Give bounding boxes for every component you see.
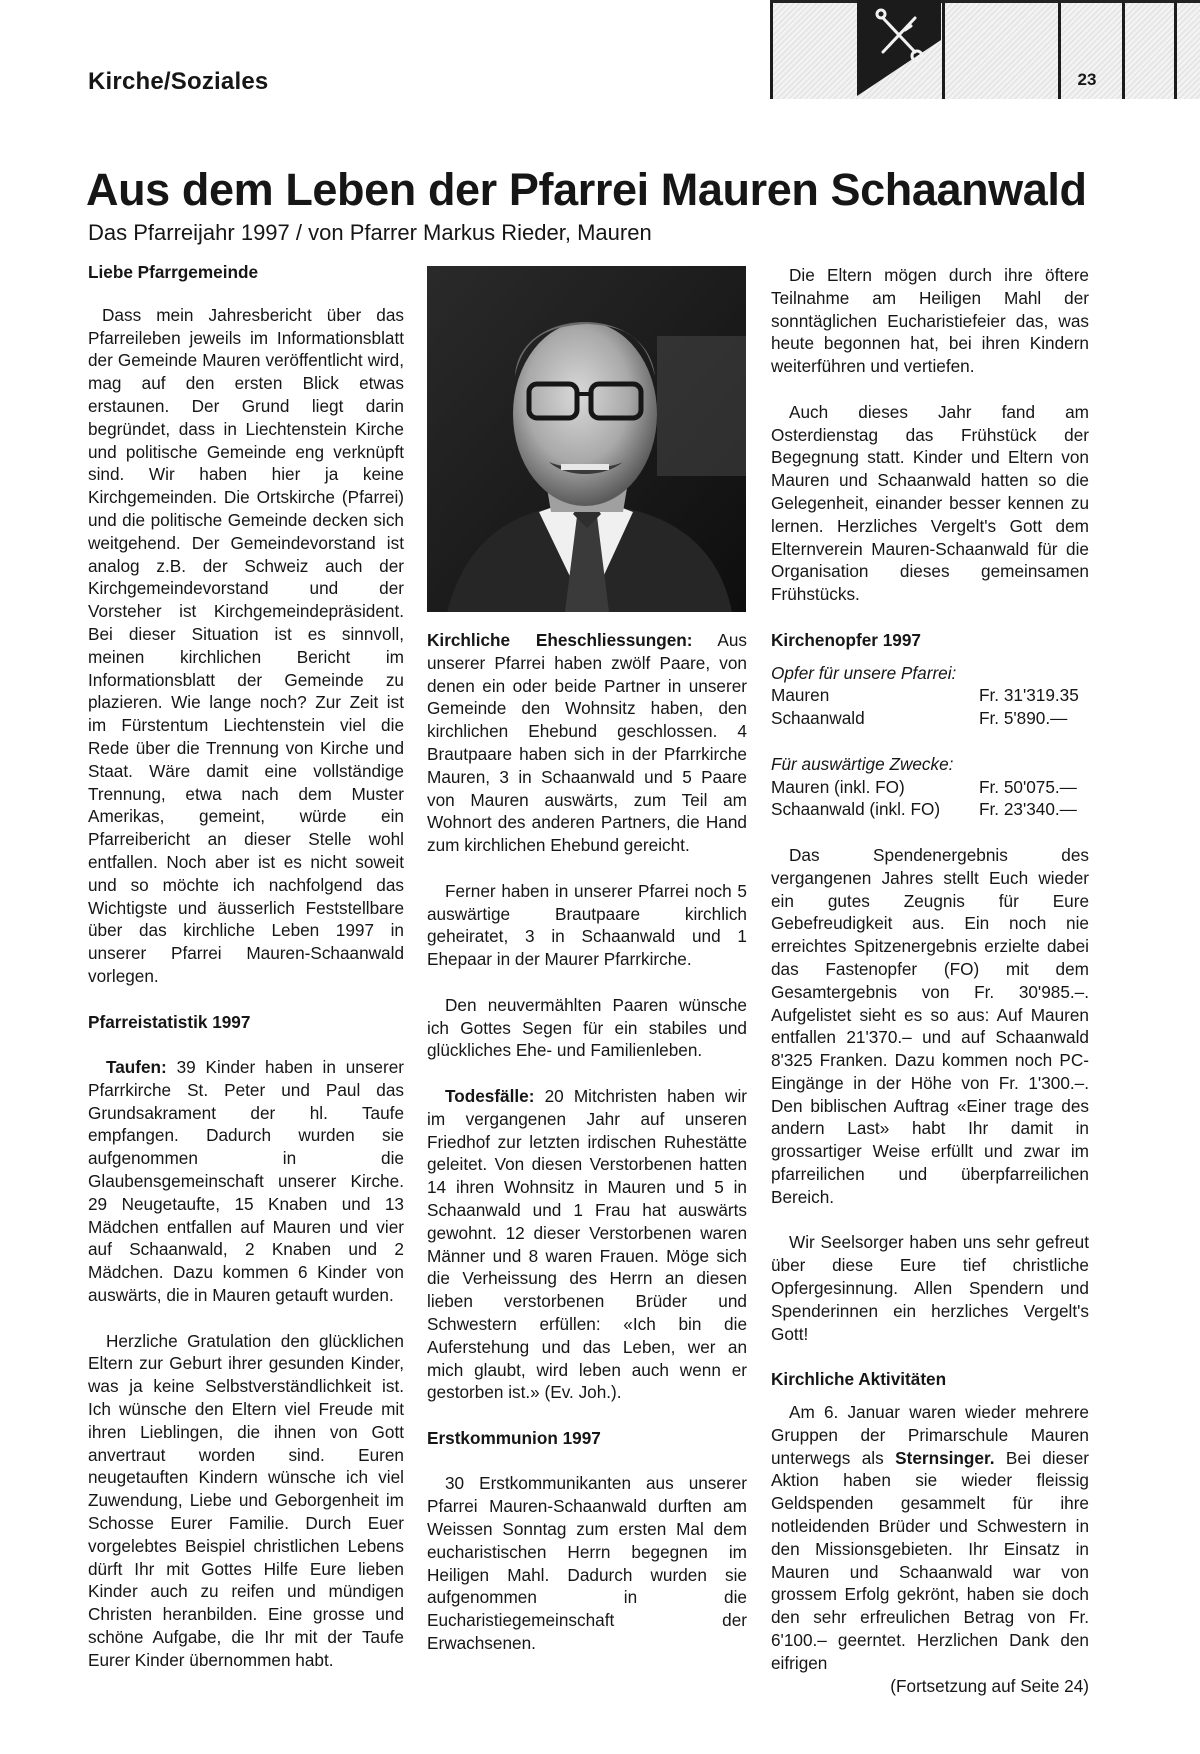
weddings-lead: Kirchliche Eheschliessungen:	[427, 630, 693, 650]
header-rule	[1174, 3, 1177, 99]
header-band	[770, 0, 1200, 99]
offerings-heading: Kirchenopfer 1997	[771, 629, 921, 650]
pastor-portrait-photo	[427, 266, 746, 612]
deaths-text: 20 Mitchristen haben wir im vergangenen Jahr auf unseren Friedhof zur letzten irdischen Ruhestätte geleitet. Von diesen Verstorbenen hatten 14 ihren Wohnsitz in Mauren und 5 in Schaanwald und 1 Frau hat auswärts gewohnt. 12 dieser Verstorbenen waren Männer und 8 waren Frauen. Möge sich die Verheissung des Herrn an diesen lieben verstorbenen Brüder und Schwestern erfüllen: «Ich bin die Auferstehung und das Leben, wer an mich glaubt, wird leben auch wenn er gestorben ist.» (Ev. Joh.).	[427, 1085, 747, 1403]
activities-text-post: Bei dieser Aktion haben sie wieder fleissig Geldspenden gesammelt für ihre notleidenden Brüder und Schwestern in den Missionsgebieten. Ihr Einsatz in Mauren und Schaanwald war von grossem Erfolg gekrönt, haben sie doch den sehr erfreulichen Betrag von Fr. 6'100.– geerntet. Herzlichen Dank den eifrigen	[771, 1447, 1090, 1673]
baptisms-paragraph	[88, 1056, 404, 1307]
offering-place: Schaanwald (inkl. FO)	[771, 799, 941, 820]
header-rule	[1058, 3, 1061, 99]
column-right	[771, 264, 1089, 1697]
offerings-external-label: Für auswärtige Zwecke:	[771, 753, 954, 774]
weddings-more-paragraph	[427, 880, 747, 971]
column-middle	[427, 629, 747, 1655]
greeting-heading: Liebe Pfarrgemeinde	[88, 262, 259, 282]
header-rule	[1122, 3, 1125, 99]
congrats-text: Herzliche Gratulation den glücklichen Eltern zur Geburt ihrer gesunden Kinder, was ja keine Selbstverständlichkeit ist. Ich wünsche den Eltern viel Freude mit ihren Lieblingen, die ihnen von Gott anvertraut worden sind. Euren neugetauften Kindern wünsche ich viel Zuwendung, Liebe und Geborgenheit im Schosse Eurer Familie. Durch Euer vorgelebtes Beispiel christlichen Lebens dürft Ihr mit Gottes Hilfe Eure lieben Kinder auch zu reifen und mündigen Christen heranbilden. Eine grosse und schöne Aufgabe, die Ihr mit der Taufe Eurer Kinder übernommen habt.	[88, 1330, 404, 1670]
intro-paragraph: Dass mein Jahresbericht über das Pfarreileben jeweils im Informationsblatt der Gemeinde Mauren veröffentlicht wird, mag auf den ersten Blick etwas erstaunen. Der Grund liegt darin begründet, dass in Liechtenstein Kirche und politische Gemeinde eng verknüpft sind. Wir haben hier ja keine Kirchgemeinden. Die Ortskirche (Pfarrei) und die politische Gemeinde decken sich weitgehend. Der Gemeindevorstand ist analog z.B. der Schweiz auch der Kirchgemeindevorstand und der Vorsteher ist Kirchgemeindepräsident. Bei dieser Situation ist es sinnvoll, meinen kirchlichen Bericht im Informationsblatt der Gemeinde zu plazieren. Wie lange noch? Zur Zeit ist im Fürstentum Liechtenstein viel die Rede über die Trennung von Kirche und Staat. Wäre damit eine vollständige Trennung, etwa nach dem Muster Amerikas, gemeint, würde ein Pfarreibericht an dieser Stelle wohl entfallen. Noch aber ist es nicht soweit und so möchte ich nachfolgend das Wichtigste und äusserlich Feststellbare über das kirchliche Leben 1997 in unserer Pfarrei Mauren-Schaanwald vorlegen.	[88, 304, 404, 986]
article-title: Aus dem Leben der Pfarrei Mauren Schaanwald	[86, 164, 1087, 215]
article-subtitle: Das Pfarreijahr 1997 / von Pfarrer Markus Rieder, Mauren	[88, 220, 652, 245]
parents-text: Die Eltern mögen durch ihre öftere Teilnahme am Heiligen Mahl der sonntäglichen Eucharistiefeier das, was heute begonnen hat, bei ihren Kindern weiterführen und vertiefen.	[771, 265, 1089, 377]
congrats-paragraph	[88, 1330, 404, 1672]
page-number: 23	[1077, 70, 1097, 89]
activities-sternsinger: Sternsinger.	[895, 1447, 995, 1468]
offering-place: Mauren	[771, 685, 830, 706]
weddings-text: Aus unserer Pfarrei haben zwölf Paare, von denen ein oder beide Partner in unserer Gemeinde den Wohnsitz haben, den kirchlichen Ehebund geschlossen. 4 Brautpaare haben sich in der Pfarrkirche Mauren, 3 in Schaanwald und 5 Paare von Mauren auswärts, zum Teil am Wohnort des anderen Partners, die Hand zum kirchlichen Ehebund gereicht.	[427, 630, 747, 856]
section-label: Kirche/Soziales	[88, 68, 269, 95]
wedding-wish-paragraph	[427, 994, 747, 1062]
activities-text-pre: Am 6. Januar waren wieder mehrere Gruppen der Primarschule Mauren unterwegs als	[771, 1402, 1089, 1468]
offering-amount: Fr. 31'319.35	[979, 685, 1079, 706]
activities-paragraph	[771, 1401, 1089, 1675]
table-row	[771, 776, 1089, 799]
offering-amount: Fr. 5'890.—	[979, 708, 1068, 729]
donation-text: Das Spendenergebnis des vergangenen Jahres stellt Euch wieder ein gutes Zeugnis für Eure Gebefreudigkeit aus. Ein noch nie erreichtes Spitzenergebnis erzielte dabei das Fastenopfer (FO) mit dem Gesamtergebnis von Fr. 30'985.–. Aufgelistet sieht es so aus: Auf Mauren entfallen 21'370.– und auf Schaanwald 8'325 Franken. Dazu kommen noch PC-Eingänge in der Höhe von Fr. 1'300.–. Den biblischen Auftrag «Einer trage des andern Last» habt Ihr damit in grossartiger Weise erfüllt und zwar im pfarreilichen und überpfarreilichen Bereich.	[771, 844, 1089, 1207]
offerings-own-label: Opfer für unsere Pfarrei:	[771, 662, 957, 683]
thanks-paragraph	[771, 1231, 1089, 1345]
offering-amount: Fr. 23'340.—	[979, 799, 1077, 820]
statistics-heading: Pfarreistatistik 1997	[88, 1011, 251, 1032]
deaths-lead: Todesfälle:	[445, 1085, 535, 1106]
offering-place: Schaanwald	[771, 708, 865, 729]
thanks-text: Wir Seelsorger haben uns sehr gefreut über diese Eure tief christliche Opfergesinnung. Allen Spendern und Spenderinnen ein herzliches Vergelt's Gott!	[771, 1232, 1089, 1344]
table-row	[771, 684, 1089, 707]
weddings-paragraph	[427, 629, 747, 857]
easter-text: Auch dieses Jahr fand am Osterdienstag das Frühstück der Begegnung statt. Kinder und Eltern von Mauren und Schaanwald hatten so die Gelegenheit, einander besser kennen zu lernen. Herzliches Vergelt's Gott dem Elternverein Mauren-Schaanwald für die Organisation dieses gemeinsamen Frühstücks.	[771, 401, 1089, 605]
first-communion-text: 30 Erstkommunikanten aus unserer Pfarrei Mauren-Schaanwald durften am Weissen Sonntag zum ersten Mal dem eucharistischen Herrn begegnen im Heiligen Mahl. Dadurch wurden sie aufgenommen in die Eucharistiegemeinschaft der Erwachsenen.	[427, 1473, 747, 1654]
activities-heading: Kirchliche Aktivitäten	[771, 1369, 947, 1390]
parents-paragraph	[771, 264, 1089, 378]
table-row	[771, 707, 1089, 730]
first-communion-paragraph	[427, 1472, 747, 1654]
baptisms-lead: Taufen:	[106, 1057, 167, 1078]
weddings-more-text: Ferner haben in unserer Pfarrei noch 5 auswärtige Brautpaare kirchlich geheiratet, 3 in Schaanwald und 1 Ehepaar in der Maurer Pfarrkirche.	[427, 880, 747, 970]
donation-paragraph	[771, 844, 1089, 1209]
column-left	[88, 261, 404, 1672]
crossed-keys-emblem-icon	[857, 0, 941, 96]
deaths-paragraph	[427, 1085, 747, 1404]
offerings-own-table	[771, 662, 1089, 730]
header-rule	[942, 3, 945, 99]
offerings-external-table	[771, 753, 1089, 821]
first-communion-heading: Erstkommunion 1997	[427, 1427, 601, 1448]
baptisms-text: 39 Kinder haben in unserer Pfarrkirche St. Peter und Paul das Grundsakrament der hl. Taufe empfangen. Dadurch wurden sie aufgenommen in die Glaubensgemeinschaft unserer Kirche. 29 Neugetaufte, 15 Knaben und 13 Mädchen entfallen auf Mauren und vier auf Schaanwald, 2 Knaben und 2 Mädchen. Dazu kommen 6 Kinder von auswärts, die in Mauren getauft wurden.	[88, 1057, 404, 1306]
wedding-wish-text: Den neuvermählten Paaren wünsche ich Gottes Segen für ein stabiles und glückliches Ehe- und Familienleben.	[427, 994, 747, 1061]
offering-amount: Fr. 50'075.—	[979, 776, 1077, 797]
continued-notice: (Fortsetzung auf Seite 24)	[890, 1675, 1089, 1696]
easter-paragraph	[771, 401, 1089, 606]
table-row	[771, 798, 1089, 821]
offering-place: Mauren (inkl. FO)	[771, 776, 905, 797]
header-rule	[770, 3, 773, 99]
